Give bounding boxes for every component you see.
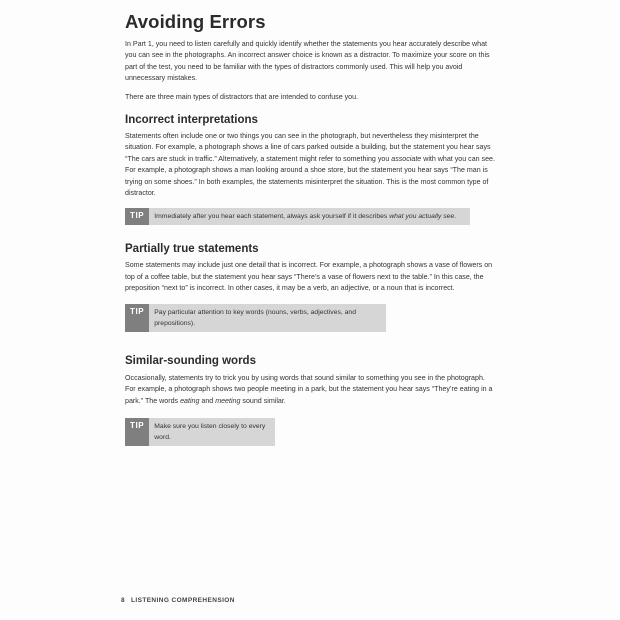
tip-text: Pay particular attention to key words (nouns, verbs, adjectives, and prepositions).	[149, 304, 386, 332]
tip-box	[125, 418, 495, 446]
tip-label: TIP	[125, 418, 149, 446]
page-number: 8	[121, 597, 126, 604]
section-body-similar-sounding: Occasionally, statements try to trick you by using words that sound similar to something you see in the photograph. For example, a photograph shows two people meeting in a park, but the statement you hear says “They’re eating in a park.” The words eating and meeting sound similar.	[125, 373, 493, 405]
section-body-incorrect-interpretations: Statements often include one or two things you can see in the photograph, but nevertheless they misinterpret the situation. For example, a photograph shows a line of cars parked outside a building, but the statement you hear says “The cars are stuck in traffic.” Alternatively, a statement might refer to something you associate with what you can see. For example, a photograph shows a man looking around a shoe store, but the statement you hear says “The man is trying on some shoes.” In both examples, the statements misinterpret the situation. This is the most common type of distractor.	[125, 132, 495, 198]
page-footer	[121, 597, 235, 604]
section-heading-similar-sounding: Similar-sounding words	[125, 354, 256, 367]
section-heading-incorrect-interpretations: Incorrect interpretations	[125, 114, 258, 127]
section-heading-partially-true: Partially true statements	[125, 243, 259, 256]
tip-text: Make sure you listen closely to every word.	[149, 418, 275, 446]
tip-label: TIP	[125, 208, 149, 225]
tip-text: Immediately after you hear each statement, always ask yourself if it describes what you actually see.	[149, 208, 470, 225]
tip-box	[125, 304, 495, 332]
page-title: Avoiding Errors	[125, 11, 266, 32]
content	[125, 10, 495, 446]
tip-label: TIP	[125, 304, 149, 332]
tip-box	[125, 208, 495, 225]
intro-paragraph: In Part 1, you need to listen carefully and quickly identify whether the statements you hear accurately describe what you can see in the photographs. An incorrect answer choice is known as a distractor. To maximize your score on this part of the test, you need to be familiar with the types of distractors commonly used. This will help you avoid unnecessary mistakes.	[125, 40, 490, 83]
footer-section-title: LISTENING COMPREHENSION	[131, 597, 235, 604]
section-body-partially-true: Some statements may include just one detail that is incorrect. For example, a photograph shows a vase of flowers on top of a coffee table, but the statement you hear says “There’s a vase of flowers next to the table.” In this case, the preposition “next to” is incorrect. In other cases, it may be a verb, an adjective, or a noun that is incorrect.	[125, 261, 493, 293]
intro-summary: There are three main types of distractors that are intended to confuse you.	[125, 92, 359, 101]
